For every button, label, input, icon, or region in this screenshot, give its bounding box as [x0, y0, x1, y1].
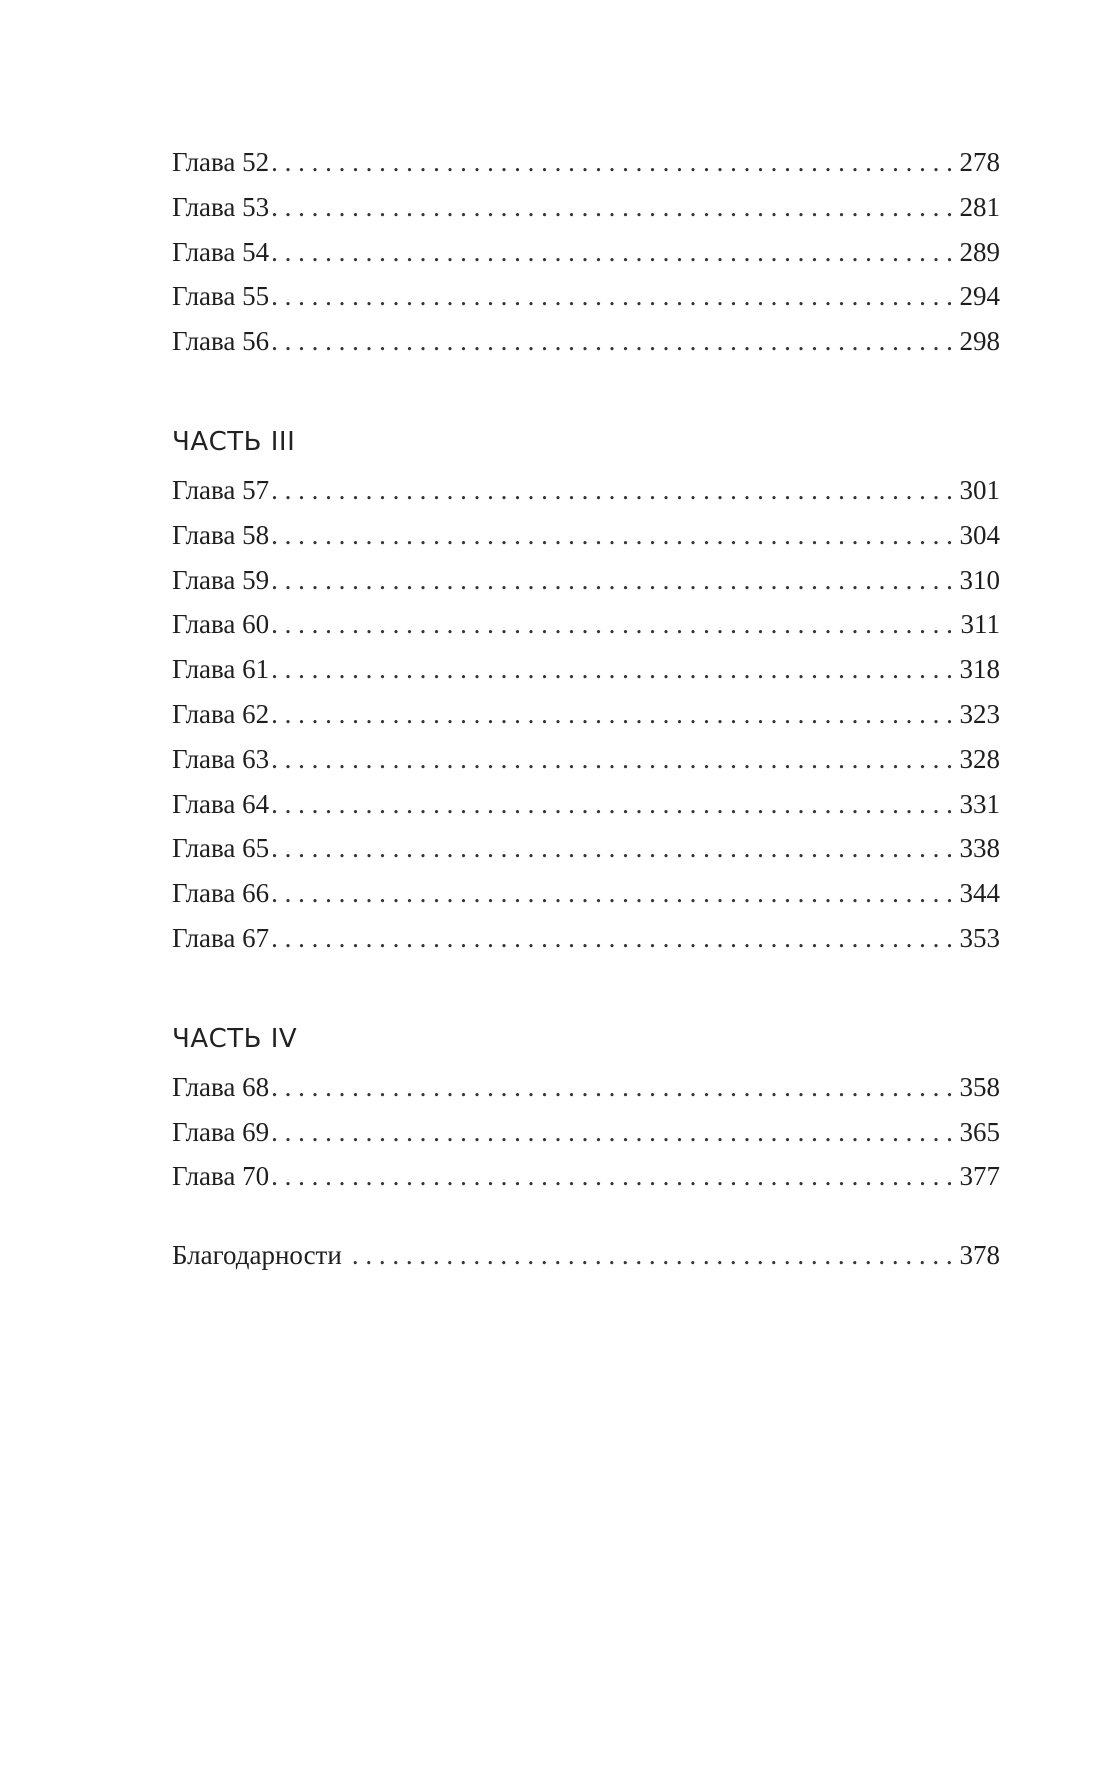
dot-leader	[269, 274, 957, 319]
toc-entry-label: Глава 62	[172, 698, 270, 729]
dot-leader	[269, 319, 957, 364]
table-of-contents	[172, 140, 1000, 1278]
toc-entry-page: 323	[959, 698, 1000, 729]
toc-entry[interactable]	[172, 185, 1000, 230]
toc-entry-label: Глава 70	[172, 1161, 270, 1192]
toc-entry-page: 281	[959, 191, 1000, 222]
dot-leader	[269, 692, 957, 737]
toc-list	[172, 1233, 1000, 1278]
toc-entry[interactable]	[172, 782, 1000, 827]
toc-entry-page: 331	[959, 788, 1000, 819]
dot-leader	[269, 558, 957, 603]
dot-leader	[269, 185, 957, 230]
toc-entry-label: Глава 60	[172, 609, 270, 640]
toc-entry-label: Глава 69	[172, 1116, 270, 1147]
toc-entry-page: 328	[959, 743, 1000, 774]
toc-entry-page: 365	[959, 1116, 1000, 1147]
dot-leader	[269, 1110, 957, 1155]
toc-entry[interactable]	[172, 1110, 1000, 1155]
toc-entry[interactable]	[172, 826, 1000, 871]
dot-leader	[269, 826, 957, 871]
section-spacer	[172, 1199, 1000, 1233]
toc-entry-label: Глава 53	[172, 191, 270, 222]
toc-entry-label: Глава 67	[172, 922, 270, 953]
toc-entry-label: Глава 57	[172, 474, 270, 505]
dot-leader	[269, 1065, 957, 1110]
toc-entry-label: Глава 65	[172, 833, 270, 864]
toc-entry-label: Глава 63	[172, 743, 270, 774]
toc-entry-label: Глава 56	[172, 326, 270, 357]
toc-entry-page: 353	[959, 922, 1000, 953]
toc-entry[interactable]	[172, 468, 1000, 513]
toc-entry-page: 311	[960, 609, 1000, 640]
toc-entry-label: Глава 66	[172, 878, 270, 909]
dot-leader	[269, 1154, 957, 1199]
toc-entry-label: Глава 52	[172, 147, 270, 177]
toc-section-part-2	[172, 140, 1000, 364]
toc-entry-page: 294	[959, 281, 1000, 312]
toc-section-part-3	[172, 416, 1000, 961]
section-spacer	[172, 364, 1000, 416]
toc-entry-page: 344	[959, 878, 1000, 909]
dot-leader	[269, 871, 957, 916]
dot-leader	[269, 513, 957, 558]
toc-entry-page: 301	[959, 474, 1000, 505]
toc-list	[172, 468, 1000, 961]
toc-entry[interactable]	[172, 513, 1000, 558]
toc-entry[interactable]	[172, 916, 1000, 961]
toc-entry-page: 358	[959, 1071, 1000, 1102]
toc-section-part-4	[172, 1013, 1000, 1199]
toc-entry-page: 318	[959, 654, 1000, 685]
dot-leader	[269, 230, 957, 275]
dot-leader	[342, 1233, 958, 1278]
dot-leader	[269, 737, 957, 782]
toc-entry-acknowledgements[interactable]	[172, 1233, 1000, 1278]
toc-entry-label: Глава 64	[172, 788, 270, 819]
toc-entry-page: 377	[959, 1161, 1000, 1192]
toc-entry-label: Глава 59	[172, 564, 270, 595]
toc-entry[interactable]	[172, 230, 1000, 275]
part-heading: ЧАСТЬ IV	[172, 1023, 298, 1054]
toc-entry[interactable]	[172, 871, 1000, 916]
toc-entry[interactable]	[172, 558, 1000, 603]
dot-leader	[269, 782, 957, 827]
toc-entry-page: 310	[959, 564, 1000, 595]
toc-entry-label: Благодарности	[172, 1240, 342, 1271]
toc-entry-page: 289	[959, 236, 1000, 267]
dot-leader	[269, 647, 957, 692]
toc-entry-label: Глава 55	[172, 281, 270, 312]
toc-section-acknowledgements	[172, 1233, 1000, 1278]
dot-leader	[269, 602, 958, 647]
toc-entry[interactable]	[172, 602, 1000, 647]
toc-entry[interactable]	[172, 647, 1000, 692]
toc-entry[interactable]	[172, 737, 1000, 782]
toc-entry-page: 338	[959, 833, 1000, 864]
toc-list	[172, 1065, 1000, 1199]
toc-entry-label: Глава 68	[172, 1071, 270, 1102]
toc-entry-label: Глава 58	[172, 519, 270, 550]
dot-leader	[269, 140, 957, 185]
toc-entry[interactable]	[172, 1154, 1000, 1199]
toc-entry[interactable]	[172, 1065, 1000, 1110]
toc-entry-page: 378	[959, 1240, 1000, 1271]
toc-entry[interactable]	[172, 319, 1000, 364]
dot-leader	[269, 916, 957, 961]
section-spacer	[172, 961, 1000, 1013]
toc-entry-page: 278	[959, 147, 1000, 177]
toc-entry-page: 304	[959, 519, 1000, 550]
toc-entry-label: Глава 61	[172, 654, 270, 685]
part-heading: ЧАСТЬ III	[172, 426, 296, 457]
toc-entry-page: 298	[959, 326, 1000, 357]
toc-entry[interactable]	[172, 274, 1000, 319]
toc-entry[interactable]	[172, 140, 1000, 185]
dot-leader	[269, 468, 957, 513]
toc-list	[172, 140, 1000, 364]
toc-entry[interactable]	[172, 692, 1000, 737]
toc-entry-label: Глава 54	[172, 236, 270, 267]
